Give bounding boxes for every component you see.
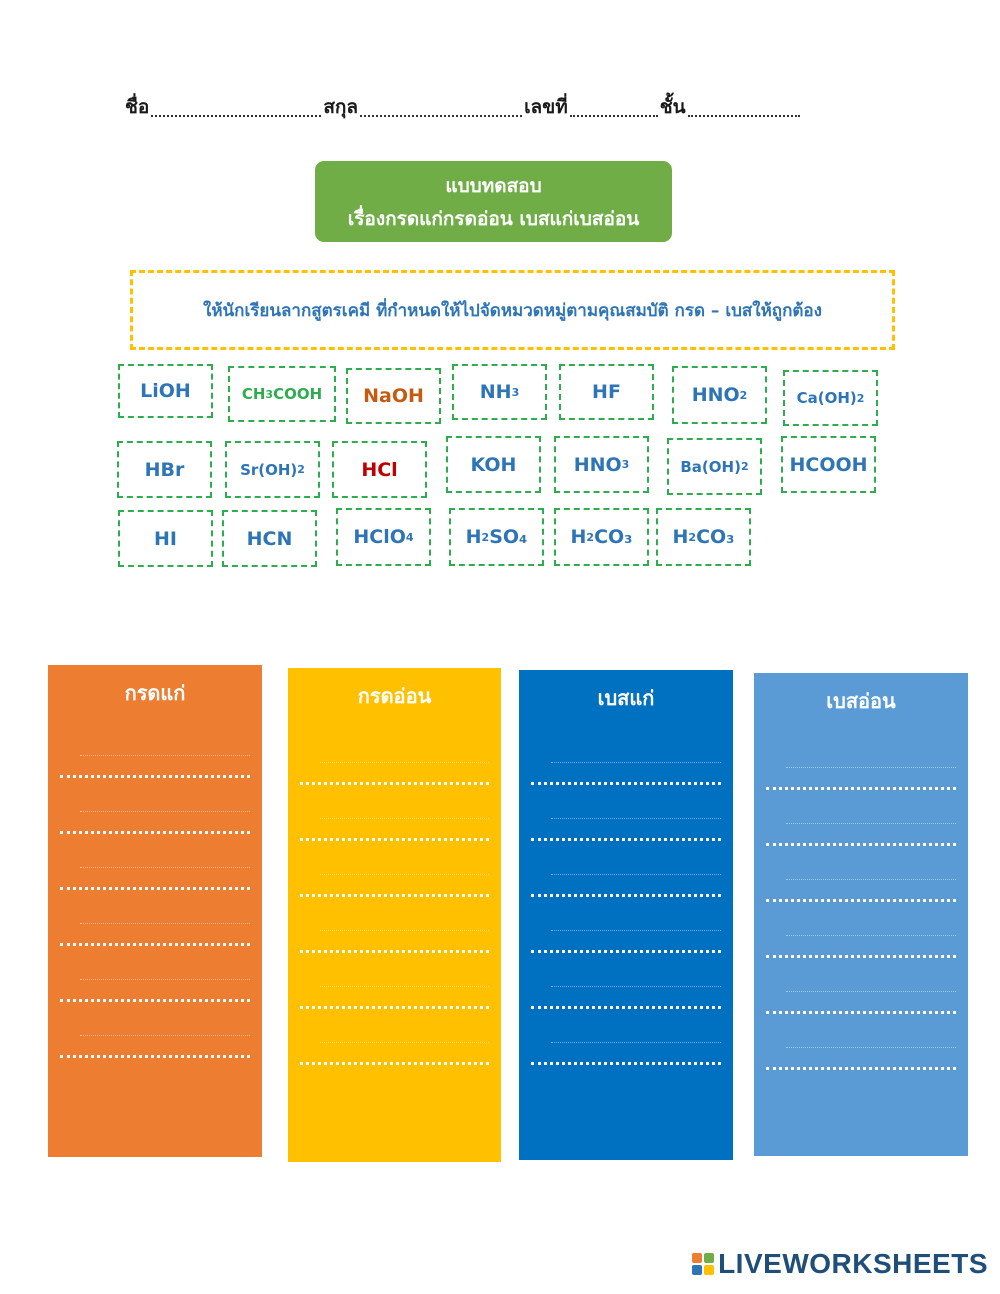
brand-icon-square xyxy=(704,1265,714,1275)
formula-base: KOH xyxy=(470,453,517,476)
formula-subscript: 2 xyxy=(856,391,865,405)
brand-logo xyxy=(692,1248,988,1280)
answer-drop-slot[interactable] xyxy=(60,1041,250,1058)
answer-drop-slot[interactable] xyxy=(300,880,489,897)
formula-subscript: 3 xyxy=(511,385,520,399)
drop-slot-guide xyxy=(320,930,489,931)
formula-subscript: 2 xyxy=(740,460,749,473)
brand-icon-square xyxy=(692,1265,702,1275)
category-title: กรดแก่ xyxy=(124,681,186,705)
drop-slot-guide xyxy=(80,1035,250,1036)
formula-base: Sr(OH) xyxy=(240,460,298,479)
drop-slot-guide xyxy=(786,991,956,992)
formula-card[interactable] xyxy=(656,508,751,566)
formula-base: NaOH xyxy=(363,385,424,407)
drop-slot-guide xyxy=(80,923,250,924)
formula-card[interactable] xyxy=(554,508,649,566)
formula-base: Ba(OH) xyxy=(680,457,741,476)
drop-slot-guide xyxy=(80,867,250,868)
answer-drop-slot[interactable] xyxy=(766,997,956,1014)
drop-slot-guide xyxy=(786,767,956,768)
formula-card[interactable] xyxy=(449,508,544,566)
category-title: กรดอ่อน xyxy=(357,684,432,708)
formula-card[interactable] xyxy=(222,510,317,567)
answer-drop-slot[interactable] xyxy=(766,829,956,846)
drop-slot-guide xyxy=(320,874,489,875)
formula-base: HClO xyxy=(353,526,406,548)
answer-drop-slot[interactable] xyxy=(300,768,489,785)
formula-base: HCl xyxy=(361,458,398,481)
surname-label: สกุล xyxy=(323,96,359,118)
formula-base: HF xyxy=(592,381,621,403)
student-info-line xyxy=(125,92,815,122)
formula-card[interactable] xyxy=(781,436,876,493)
liveworksheets-icon xyxy=(692,1253,714,1275)
formula-base: HCN xyxy=(246,527,293,550)
drop-slot-guide xyxy=(551,762,721,763)
title-line-2: เรื่องกรดแก่กรดอ่อน เบสแก่เบสอ่อน xyxy=(347,208,640,230)
answer-drop-slot[interactable] xyxy=(766,773,956,790)
title-banner xyxy=(315,161,672,242)
formula-tail: COOH xyxy=(273,385,323,403)
formula-base: H xyxy=(570,526,587,548)
formula-tail: CO₃ xyxy=(696,526,735,548)
drop-slot-guide xyxy=(80,755,250,756)
formula-card[interactable] xyxy=(225,441,320,498)
drop-slot-guide xyxy=(320,762,489,763)
formula-base: HI xyxy=(154,527,177,550)
formula-card[interactable] xyxy=(446,436,541,493)
formula-subscript: 2 xyxy=(688,530,697,544)
formula-card[interactable] xyxy=(672,366,767,424)
answer-drop-slot[interactable] xyxy=(60,929,250,946)
formula-card[interactable] xyxy=(118,510,213,567)
answer-drop-slot[interactable] xyxy=(531,768,721,785)
answer-drop-slot[interactable] xyxy=(766,1053,956,1070)
answer-drop-slot[interactable] xyxy=(300,936,489,953)
formula-subscript: 3 xyxy=(265,387,274,401)
surname-field[interactable] xyxy=(360,109,522,117)
answer-drop-slot[interactable] xyxy=(766,941,956,958)
number-label: เลขที่ xyxy=(524,96,568,118)
drop-slot-guide xyxy=(80,811,250,812)
formula-base: CH xyxy=(241,385,266,403)
formula-base: Ca(OH) xyxy=(796,389,857,407)
answer-drop-slot[interactable] xyxy=(60,761,250,778)
answer-drop-slot[interactable] xyxy=(60,873,250,890)
formula-tail: SO₄ xyxy=(489,526,528,548)
answer-drop-slot[interactable] xyxy=(60,985,250,1002)
drop-slot-guide xyxy=(551,930,721,931)
number-field[interactable] xyxy=(570,109,658,117)
answer-drop-slot[interactable] xyxy=(766,885,956,902)
formula-card[interactable] xyxy=(332,441,427,498)
answer-drop-slot[interactable] xyxy=(300,1048,489,1065)
drop-slot-guide xyxy=(320,1042,489,1043)
formula-card[interactable] xyxy=(346,368,441,424)
answer-drop-slot[interactable] xyxy=(300,992,489,1009)
category-column xyxy=(754,673,968,1156)
drop-slot-guide xyxy=(786,879,956,880)
answer-drop-slot[interactable] xyxy=(531,1048,721,1065)
answer-drop-slot[interactable] xyxy=(531,992,721,1009)
drop-slot-guide xyxy=(320,986,489,987)
formula-base: HNO xyxy=(691,384,740,406)
category-column xyxy=(48,665,262,1157)
formula-base: NH xyxy=(479,381,512,403)
formula-card[interactable] xyxy=(452,364,547,420)
formula-subscript: 2 xyxy=(586,530,595,544)
class-field[interactable] xyxy=(688,109,800,117)
formula-subscript: 2 xyxy=(481,530,490,544)
formula-card[interactable] xyxy=(667,438,762,495)
drop-slot-guide xyxy=(80,979,250,980)
formula-base: H xyxy=(465,526,482,548)
category-title: เบสแก่ xyxy=(597,686,655,710)
answer-drop-slot[interactable] xyxy=(300,824,489,841)
formula-card[interactable] xyxy=(783,370,878,426)
drop-slot-guide xyxy=(786,823,956,824)
formula-card[interactable] xyxy=(228,366,336,422)
instruction-box xyxy=(130,270,895,350)
formula-subscript: 2 xyxy=(297,463,305,476)
answer-drop-slot[interactable] xyxy=(60,817,250,834)
category-column xyxy=(519,670,733,1160)
formula-card[interactable] xyxy=(559,364,654,420)
drop-slot-guide xyxy=(551,986,721,987)
name-label: ชื่อ xyxy=(125,96,150,118)
formula-base: HBr xyxy=(144,458,185,481)
formula-base: HNO xyxy=(573,453,622,476)
formula-base: H xyxy=(672,526,689,548)
drop-slot-guide xyxy=(551,874,721,875)
drop-slot-guide xyxy=(786,935,956,936)
answer-drop-slot[interactable] xyxy=(531,824,721,841)
name-field[interactable] xyxy=(151,109,321,117)
formula-base: LiOH xyxy=(140,380,191,402)
formula-base: HCOOH xyxy=(789,453,868,476)
formula-card[interactable] xyxy=(554,436,649,493)
category-title: เบสอ่อน xyxy=(826,689,896,713)
drop-slot-guide xyxy=(786,1047,956,1048)
formula-tail: CO₃ xyxy=(594,526,633,548)
drop-slot-guide xyxy=(551,1042,721,1043)
formula-subscript: 2 xyxy=(739,388,748,402)
brand-name: LIVEWORKSHEETS xyxy=(718,1248,988,1279)
drop-slot-guide xyxy=(320,818,489,819)
formula-subscript: 4 xyxy=(405,530,414,544)
formula-card[interactable] xyxy=(117,441,212,498)
formula-subscript: 3 xyxy=(621,458,630,471)
title-line-1: แบบทดสอบ xyxy=(445,175,542,197)
class-label: ชั้น xyxy=(659,96,686,118)
brand-icon-square xyxy=(692,1253,702,1263)
answer-drop-slot[interactable] xyxy=(531,936,721,953)
category-column xyxy=(288,668,501,1162)
answer-drop-slot[interactable] xyxy=(531,880,721,897)
formula-card[interactable] xyxy=(118,364,213,418)
instruction-text: ให้นักเรียนลากสูตรเคมี ที่กำหนดให้ไปจัดหมวดหมู่ตามคุณสมบัติ กรด – เบสให้ถูกต้อง xyxy=(203,300,822,321)
formula-card[interactable] xyxy=(336,508,431,566)
drop-slot-guide xyxy=(551,818,721,819)
brand-icon-square xyxy=(704,1253,714,1263)
